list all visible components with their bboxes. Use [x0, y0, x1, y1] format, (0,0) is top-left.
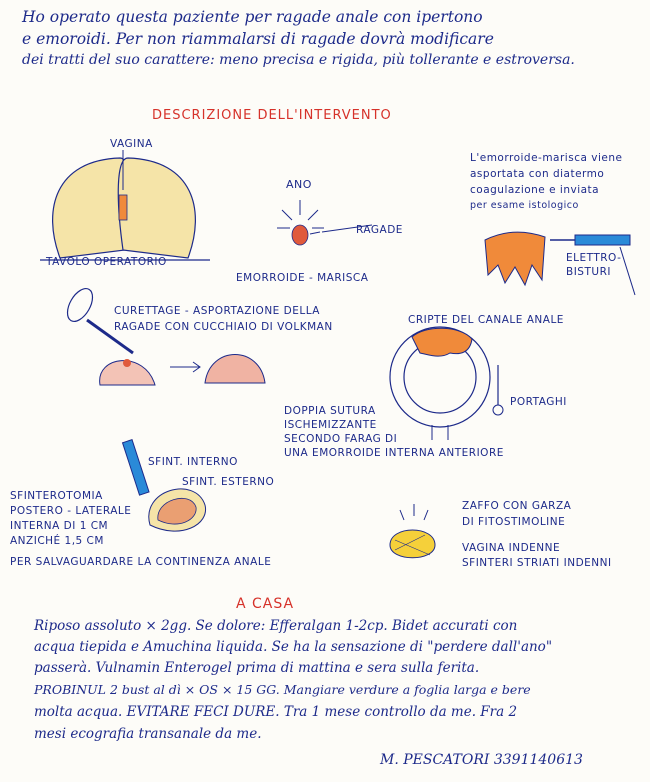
- zaffo-line-1: ZAFFO CON GARZA: [462, 500, 572, 512]
- curettage-line-1: CURETTAGE - ASPORTAZIONE DELLA: [114, 305, 320, 317]
- marisca-note-1: L'emorroide-marisca viene: [470, 152, 623, 164]
- intro-line-3: dei tratti del suo carattere: meno precisa e rigida, più tollerante e estroversa.: [22, 52, 575, 68]
- sfinterotomia-line-4: ANZICHÉ 1,5 CM: [10, 535, 104, 547]
- casa-title: A CASA: [236, 596, 295, 612]
- sfinterotomia-line-2: POSTERO - LATERALE: [10, 505, 132, 517]
- label-portaghi: PORTAGHI: [510, 396, 567, 408]
- sphincterotomy-drawing: [110, 435, 230, 545]
- curettage-line-2: RAGADE CON CUCCHIAIO DI VOLKMAN: [114, 321, 333, 333]
- casa-line-2: acqua tiepida e Amuchina liquida. Se ha la sensazione di "perdere dall'ano": [34, 639, 553, 655]
- intro-line-1: Ho operato questa paziente per ragade anale con ipertono: [22, 8, 483, 26]
- intro-line-2: e emoroidi. Per non riammalarsi di ragade dovrà modificare: [22, 30, 494, 48]
- label-vagina: VAGINA: [110, 138, 153, 150]
- sutura-line-4: UNA EMORROIDE INTERNA ANTERIORE: [284, 447, 504, 459]
- zaffo-line-2: DI FITOSTIMOLINE: [462, 516, 566, 528]
- label-tavolo: TAVOLO OPERATORIO: [46, 256, 167, 268]
- sfinterotomia-line-3: INTERNA DI 1 CM: [10, 520, 109, 532]
- sutura-line-1: DOPPIA SUTURA: [284, 405, 376, 417]
- label-sfint-esterno: SFINT. ESTERNO: [182, 476, 275, 488]
- vagina-indenne-line-1: VAGINA INDENNE: [462, 542, 561, 554]
- casa-line-3: passerà. Vulnamin Enterogel prima di mattina e sera sulla ferita.: [34, 660, 480, 676]
- signature: M. PESCATORI 3391140613: [380, 752, 583, 768]
- label-emorroide: EMORROIDE - MARISCA: [236, 272, 369, 284]
- label-elettro-1: ELETTRO-: [566, 252, 622, 264]
- marisca-drawing: [480, 225, 650, 315]
- sfinterotomia-line-5: PER SALVAGUARDARE LA CONTINENZA ANALE: [10, 556, 272, 568]
- label-ragade: RAGADE: [356, 224, 403, 236]
- anal-canal-drawing: [380, 325, 560, 440]
- label-cripte: CRIPTE DEL CANALE ANALE: [408, 314, 564, 326]
- label-sfint-interno: SFINT. INTERNO: [148, 456, 238, 468]
- sfinterotomia-line-1: SFINTEROTOMIA: [10, 490, 103, 502]
- label-elettro-2: BISTURI: [566, 266, 611, 278]
- sutura-line-3: SECONDO FARAG DI: [284, 433, 398, 445]
- vagina-indenne-line-2: SFINTERI STRIATI INDENNI: [462, 557, 612, 569]
- curettage-drawing: [55, 285, 285, 395]
- casa-line-6: mesi ecografia transanale da me.: [34, 726, 262, 742]
- gauze-drawing: [380, 500, 450, 570]
- casa-line-1: Riposo assoluto × 2gg. Se dolore: Efferalgan 1-2cp. Bidet accurati con: [34, 618, 518, 634]
- casa-line-4: PROBINUL 2 bust al dì × OS × 15 GG. Mangiare verdure a foglia larga e bere: [34, 682, 531, 697]
- casa-line-5: molta acqua. EVITARE FECI DURE. Tra 1 mese controllo da me. Fra 2: [34, 704, 518, 720]
- marisca-note-4: per esame istologico: [470, 200, 579, 211]
- buttocks-drawing: [40, 140, 210, 270]
- marisca-note-2: asportata con diatermo: [470, 168, 605, 180]
- sutura-line-2: ISCHEMIZZANTE: [284, 419, 377, 431]
- marisca-note-3: coagulazione e inviata: [470, 184, 600, 196]
- section-title: DESCRIZIONE DELL'INTERVENTO: [152, 108, 392, 123]
- label-ano: ANO: [286, 178, 312, 191]
